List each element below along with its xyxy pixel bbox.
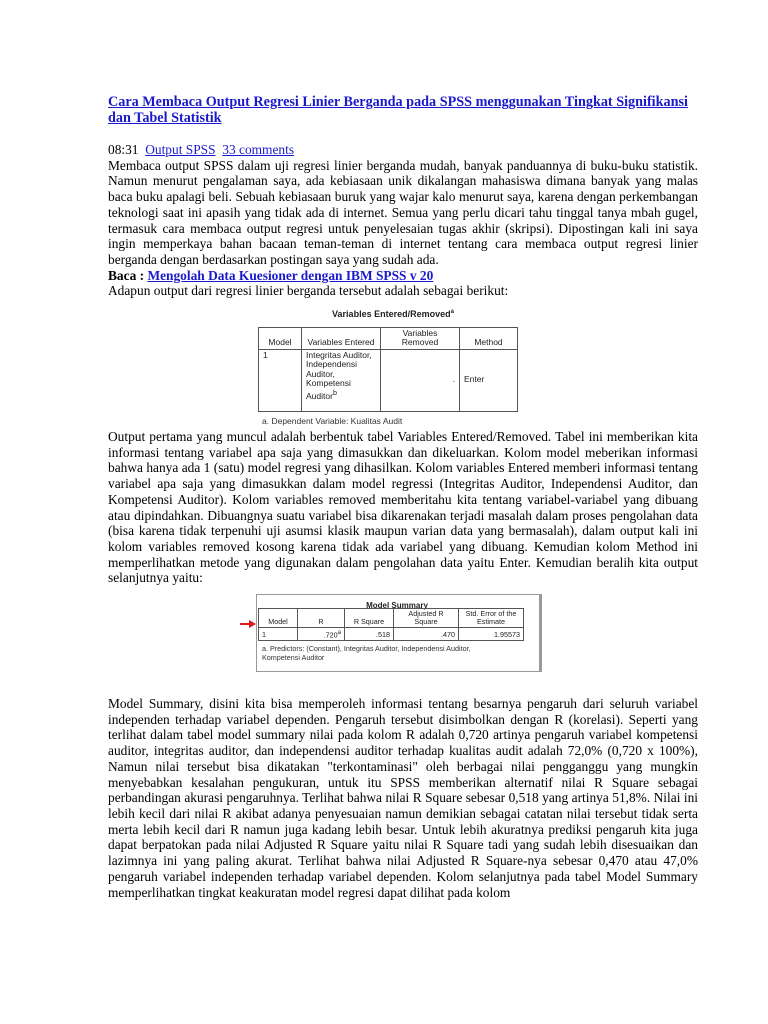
table2-model: 1	[259, 628, 298, 641]
comments-link[interactable]: 33 comments	[222, 142, 295, 157]
read-also-link[interactable]: Mengolah Data Kuesioner dengan IBM SPSS v 20	[147, 267, 434, 283]
table1-removed: .	[381, 349, 460, 411]
table2-header-r-square: R Square	[345, 609, 394, 628]
table1-model: 1	[259, 349, 302, 411]
table2-title: Model Summary	[366, 601, 428, 611]
model-summary-explanation: Model Summary, disini kita bisa memperoleh informasi tentang besarnya pengaruh dari seluruh variabel independen terhadap variabel dependen. Pengaruh tersebut disimbolkan dengan R (korelasi). Seperti yang terlihat dalam tabel model summary nilai pada kolom R adalah 0,720 artinya pengaruh variabel kompetensi auditor, integritas auditor, dan independensi auditor terhadap kualitas audit adalah 72,0% (0,720 x 100%), Namun nilai tersebut bisa dikatakan "terkontaminasi" oleh berbagai nilai pengganggu yang mungkin menyebabkan kesalahan pengukuran, untuk itu SPSS memberikan alternatif nilai R Square sebagai perbandingan akurasi pengaruhnya. Terlihat bahwa nilai R Square sebesar 0,518 yang artinya 51,8%. Nilai ini lebih kecil dari nilai R akibat adanya penyesuaian namun demikian sebagai catatan nilai tersebut tidak serta merta lebih kecil dari R namun juga kadang lebih besar. Untuk lebih akuratnya prediksi pengaruh kita juga dapat berpatokan pada nilai Adjusted R Square yaitu nilai R Square tadi yang sudah lebih disesuaikan dan lazimnya ini yang paling akurat. Terlihat bahwa nilai Adjusted R Square-nya sebesar 0,470 atau 47,0% pengaruh variabel independen terhadap variabel dependen. Kolom selanjutnya pada tabel Model Summary memperlihatkan tingkat keakuratan model regresi dapat dilihat pada kolom	[108, 696, 698, 900]
article-title-link[interactable]: Cara Membaca Output Regresi Linier Berganda pada SPSS menggunakan Tingkat Signifikansi dan Tabel Statistik	[108, 94, 688, 126]
read-also-label: Baca :	[108, 267, 145, 283]
model-summary-figure	[240, 594, 540, 676]
variables-entered-table	[258, 327, 518, 412]
table1-header-removed: Variables Removed	[381, 327, 460, 349]
table1-header-method: Method	[460, 327, 518, 349]
post-meta	[108, 142, 698, 158]
table1-title: Variables Entered/Removed$^a$	[332, 309, 454, 320]
table2-header-adjusted-r-square: Adjusted R Square	[394, 609, 459, 628]
table2-header-std-error: Std. Error of the Estimate	[459, 609, 524, 628]
table1-explanation: Output pertama yang muncul adalah berbentuk tabel Variables Entered/Removed. Tabel ini memberikan kita informasi tentang variabel apa saja yang dimasukkan dan dikeluarkan. Kolom model meberikan informasi bahwa hanya ada 1 (satu) model regresi yang dihasilkan. Kolom variables Entered memberi informasi tentang variabel apa saja yang dimasukkan dalam model regressi (Integritas Auditor, Independensi Auditor, dan Kompetensi Auditor). Kolom variables removed memberitahu kita tentang variabel-variabel yang dibuang atau dipindahkan. Dibuangnya suatu variabel bisa dikarenakan terjadi masalah dalam proses pengolahan data (bisa karena tidak terpenuhi uji asumsi klasik maupun varian data yang bermasalah), dalam output kali ini kolom variables removed kosong karena tidak ada variabel yang dibuang. Kemudian kolom Method ini memperlihatkan metode yang digunakan dalam pengolahan data yaitu Enter. Kemudian beralih kita output selanjutnya yaitu:	[108, 429, 698, 586]
table1-header-model: Model	[259, 327, 302, 349]
model-summary-table	[258, 608, 524, 641]
article	[108, 94, 698, 900]
table1-header-entered: Variables Entered	[302, 327, 381, 349]
table1-footnote: a. Dependent Variable: Kualitas Audit	[262, 415, 403, 426]
table1-entered: Integritas Auditor, Independensi Auditor, Kompetensi Auditor$^b$	[302, 349, 381, 411]
read-also	[108, 268, 698, 284]
table2-std-error: 1.95573	[459, 628, 524, 641]
intro-paragraph: Membaca output SPSS dalam uji regresi linier berganda mudah, banyak panduannya di buku-buku statistik. Namun menurut pengalaman saya, ada kebiasaan unik dikalangan mahasiswa dimana banyak yang malas baca buku apalagi beli. Sebuah kebiasaan buruk yang wajar kalo menurut saya, karena dengan perkembangan teknologi saat ini apasih yang tidak ada di internet. Semua yang perlu dicari tahu tinggal tanya mbah gugel, termasuk cara membaca output regresi untuk penyelesaian tugas akhir (skripsi). Dipostingan kali ini saya ingin memperkaya bahan bacaan teman-teman di internet tentang cara membaca output regresi linier berganda dengan berdasarkan postingan saya yang sudah ada.	[108, 157, 698, 267]
label-link[interactable]: Output SPSS	[145, 142, 216, 157]
table2-header-r: R	[298, 609, 345, 628]
table2-adjusted-r-square: .470	[394, 628, 459, 641]
table2-r-square: .518	[345, 628, 394, 641]
table1-method: Enter	[460, 349, 518, 411]
table2-r: .720$^a$	[298, 628, 345, 641]
variables-entered-table-figure	[258, 305, 528, 429]
table2-footnote: a. Predictors: (Constant), Integritas Auditor, Independensi Auditor, Kompetensi Auditor	[262, 644, 471, 663]
output-intro: Adapun output dari regresi linier berganda tersebut adalah sebagai berikut:	[108, 283, 509, 299]
arrow-right-icon	[240, 619, 256, 629]
post-time: 08:31	[108, 142, 139, 157]
table2-header-model: Model	[259, 609, 298, 628]
